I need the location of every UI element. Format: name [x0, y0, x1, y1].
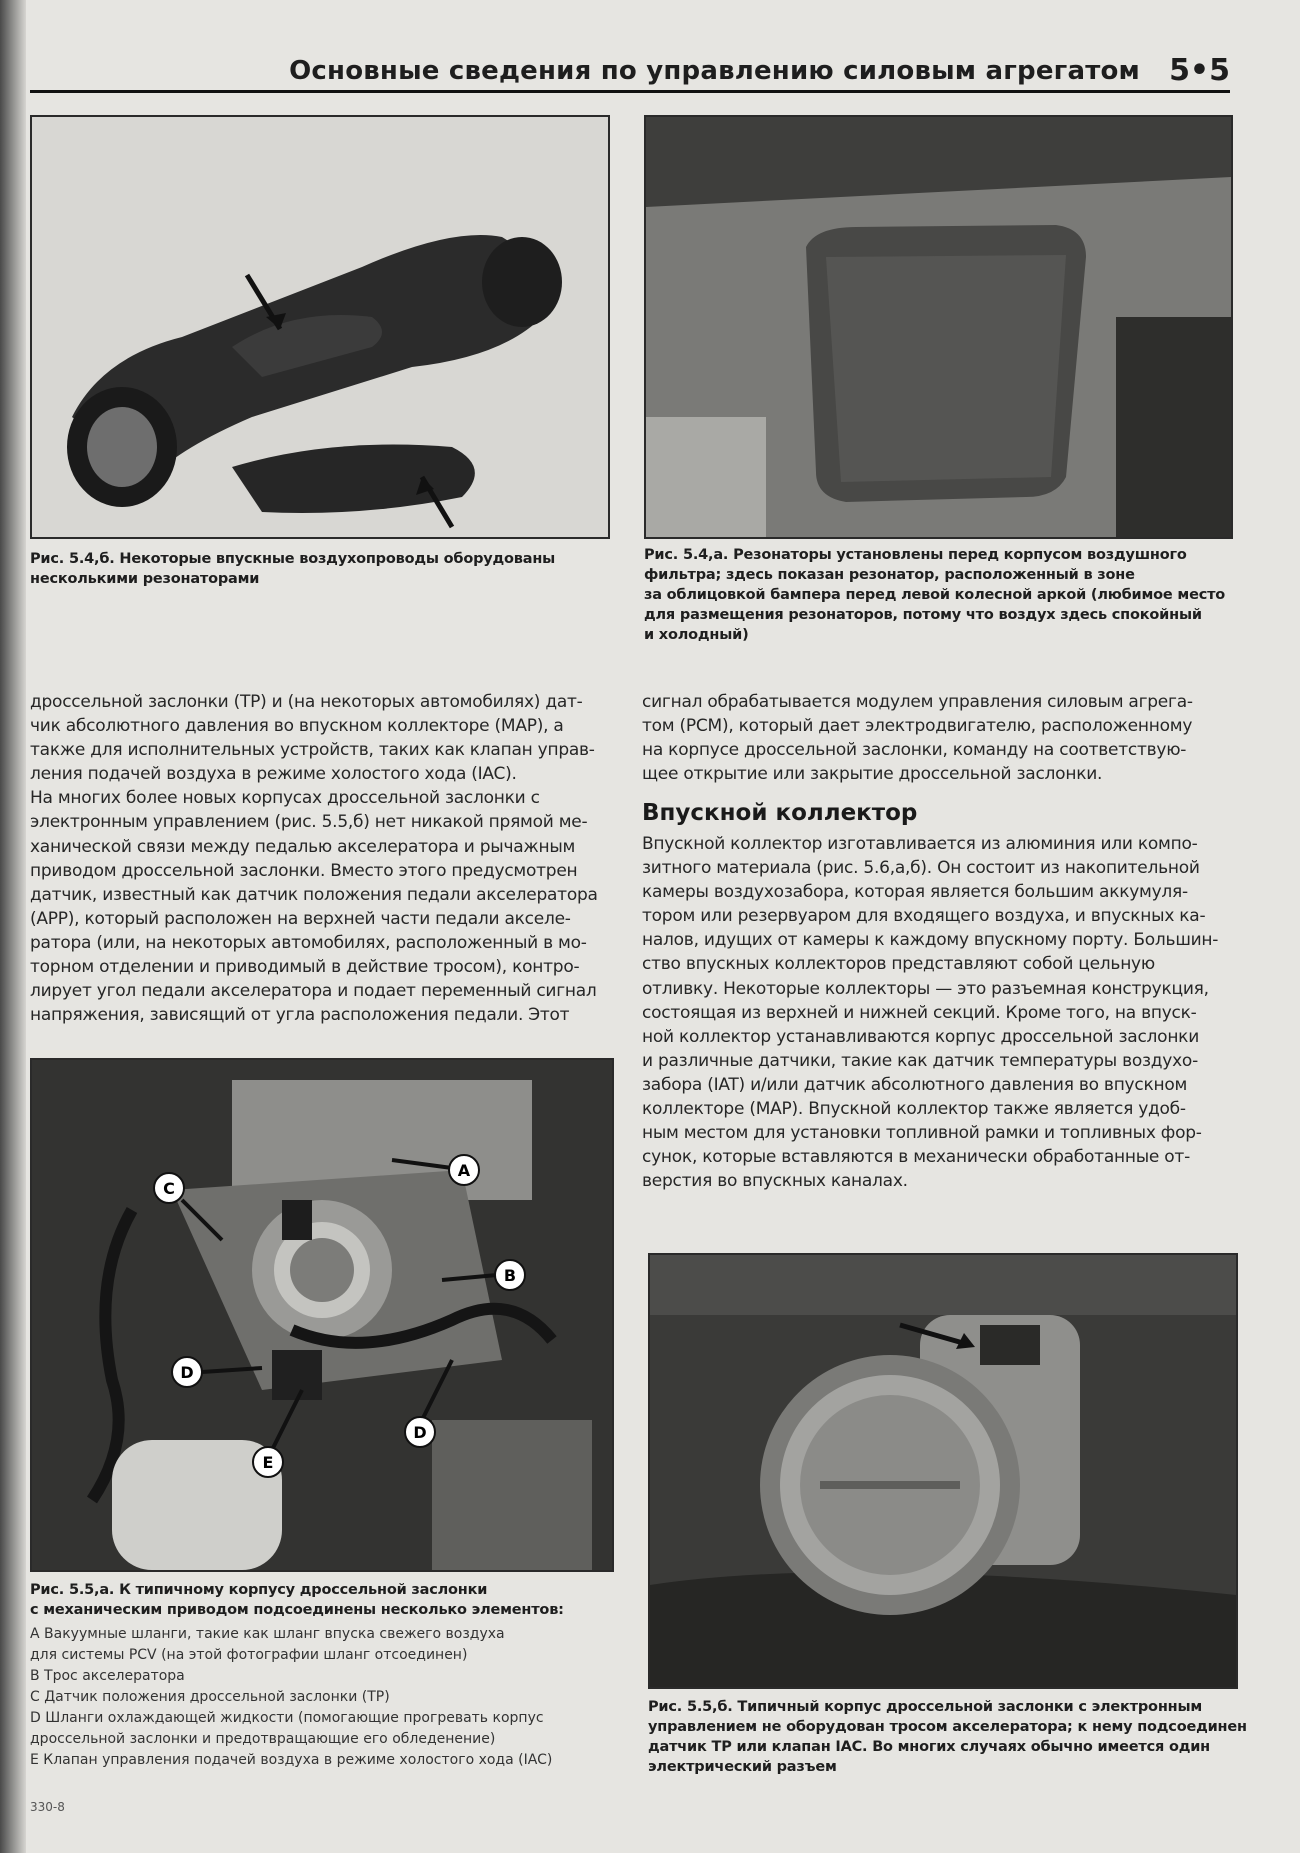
text-line: торном отделении и приводимый в действие тросом), контро-	[30, 957, 580, 978]
caption-fig-5-4-a	[644, 545, 1225, 645]
text-line: дроссельной заслонки (TP) и (на некоторых автомобилях) дат-	[30, 692, 583, 712]
caption-line: датчик TP или клапан IAC. Во многих случаях обычно имеется один	[648, 1739, 1211, 1755]
legend-item: дроссельной заслонки и предотвращающие его обледенение)	[30, 1731, 496, 1747]
text-line: напряжения, зависящий от угла расположения педали. Этот	[30, 1005, 570, 1026]
caption-line: и холодный)	[644, 627, 749, 643]
section-heading-intake-manifold: Впускной коллектор	[642, 800, 918, 826]
text-line: лирует угол педали акселератора и подает переменный сигнал	[30, 981, 597, 1002]
text-line: сигнал обрабатывается модулем управления силовым агрега-	[642, 692, 1193, 712]
svg-text:B: B	[503, 1266, 517, 1285]
legend-item: D Шланги охлаждающей жидкости (помогающие прогревать корпус	[30, 1710, 544, 1726]
text-line: ханической связи между педалью акселератора и рычажным	[30, 836, 576, 857]
caption-line: фильтра; здесь показан резонатор, расположенный в зоне	[644, 567, 1135, 583]
caption-line: электрический разъем	[648, 1759, 837, 1775]
legend-item: A Вакуумные шланги, такие как шланг впуска свежего воздуха	[30, 1626, 505, 1642]
throttle-body-illustration	[32, 1060, 612, 1570]
legend-item: для системы PCV (на этой фотографии шланг отсоединен)	[30, 1647, 468, 1663]
text-line: коллекторе (MAP). Впускной коллектор также является удоб-	[642, 1099, 1186, 1120]
legend-item: B Трос акселератора	[30, 1668, 185, 1684]
callout-text: A	[457, 1161, 471, 1180]
text-line: На многих более новых корпусах дроссельной заслонки с	[30, 788, 540, 809]
text-line: ной коллектор устанавливаются корпус дроссельной заслонки	[642, 1026, 1200, 1047]
electronic-throttle-illustration	[650, 1255, 1236, 1687]
caption-line: Рис. 5.5,б. Типичный корпус дроссельной заслонки с электронным	[648, 1699, 1203, 1715]
svg-text:C: C	[163, 1179, 175, 1198]
text-line: состоящая из верхней и нижней секций. Кроме того, на впуск-	[642, 1002, 1197, 1023]
footer-code: 330-8	[30, 1800, 65, 1814]
photo-mechanical-throttle-body	[30, 1058, 614, 1572]
text-line: Впускной коллектор изготавливается из алюминия или компо-	[642, 834, 1198, 854]
photo-resonator-bumper	[644, 115, 1233, 539]
caption-line: несколькими резонаторами	[30, 571, 260, 587]
text-line: электронным управлением (рис. 5.5,б) нет никакой прямой ме-	[30, 812, 588, 833]
caption-line: Рис. 5.5,а. К типичному корпусу дроссельной заслонки	[30, 1582, 488, 1598]
chapter-title: Основные сведения по управлению силовым агрегатом	[289, 56, 1140, 86]
text-line: камеры воздухозабора, которая является большим аккумуля-	[642, 882, 1188, 903]
book-spine-shadow	[0, 0, 26, 1853]
text-line: чик абсолютного давления во впускном коллекторе (MAP), а	[30, 716, 564, 737]
page-number: 5•5	[1169, 53, 1230, 88]
text-line: налов, идущих от камеры к каждому впускному порту. Большин-	[642, 930, 1219, 951]
text-line: зитного материала (рис. 5.6,а,б). Он состоит из накопительной	[642, 858, 1200, 879]
right-column-text-top	[642, 690, 1193, 786]
svg-text:D: D	[180, 1363, 194, 1382]
legend-item: E Клапан управления подачей воздуха в режиме холостого хода (IAC)	[30, 1752, 553, 1768]
photo-electronic-throttle-body	[648, 1253, 1238, 1689]
caption-line: за облицовкой бампера перед левой колесной аркой (любимое место	[644, 587, 1226, 603]
text-line: ным местом для установки топливной рамки и топливных фор-	[642, 1123, 1202, 1144]
photo-intake-duct	[30, 115, 610, 539]
page-header	[30, 40, 1230, 93]
text-line: забора (IAT) и/или датчик абсолютного давления во впускном	[642, 1074, 1188, 1095]
text-line: том (PCM), который дает электродвигателю, расположенному	[642, 716, 1193, 737]
caption-fig-5-5-a	[30, 1580, 564, 1620]
caption-fig-5-4-b	[30, 549, 555, 589]
caption-line: Рис. 5.4,а. Резонаторы установлены перед корпусом воздушного	[644, 547, 1187, 563]
fig-5-5-a-legend	[30, 1624, 552, 1771]
text-line: верстия во впускных каналах.	[642, 1171, 908, 1192]
text-line: также для исполнительных устройств, таких как клапан управ-	[30, 740, 595, 761]
text-line: ство впускных коллекторов представляют собой цельную	[642, 954, 1155, 975]
text-line: щее открытие или закрытие дроссельной заслонки.	[642, 764, 1103, 785]
text-line: ратора (или, на некоторых автомобилях, расположенный в мо-	[30, 932, 587, 953]
svg-text:E: E	[262, 1453, 274, 1472]
caption-fig-5-5-b	[648, 1697, 1247, 1777]
left-column-text	[30, 690, 598, 1027]
text-line: на корпусе дроссельной заслонки, команду на соответствую-	[642, 740, 1187, 761]
text-line: (APP), который расположен на верхней части педали акселе-	[30, 908, 571, 929]
text-line: датчик, известный как датчик положения педали акселератора	[30, 884, 598, 905]
legend-item: C Датчик положения дроссельной заслонки (TP)	[30, 1689, 390, 1705]
right-column-text-section	[642, 832, 1218, 1193]
text-line: отливку. Некоторые коллекторы — это разъемная конструкция,	[642, 978, 1209, 999]
caption-line: для размещения резонаторов, потому что воздух здесь спокойный	[644, 607, 1202, 623]
resonator-illustration	[646, 117, 1231, 537]
text-line: и различные датчики, такие как датчик температуры воздухо-	[642, 1050, 1198, 1071]
caption-line: с механическим приводом подсоединены несколько элементов:	[30, 1602, 564, 1618]
text-line: сунок, которые вставляются в механически обработанные от-	[642, 1147, 1190, 1168]
svg-text:D: D	[413, 1423, 427, 1442]
text-line: ления подачей воздуха в режиме холостого хода (IAC).	[30, 764, 517, 785]
text-line: приводом дроссельной заслонки. Вместо этого предусмотрен	[30, 860, 578, 881]
caption-line: Рис. 5.4,б. Некоторые впускные воздухопроводы оборудованы	[30, 551, 556, 567]
caption-line: управлением не оборудован тросом акселератора; к нему подсоединен	[648, 1719, 1247, 1735]
intake-duct-illustration	[32, 117, 608, 537]
text-line: тором или резервуаром для входящего воздуха, и впускных ка-	[642, 906, 1206, 927]
